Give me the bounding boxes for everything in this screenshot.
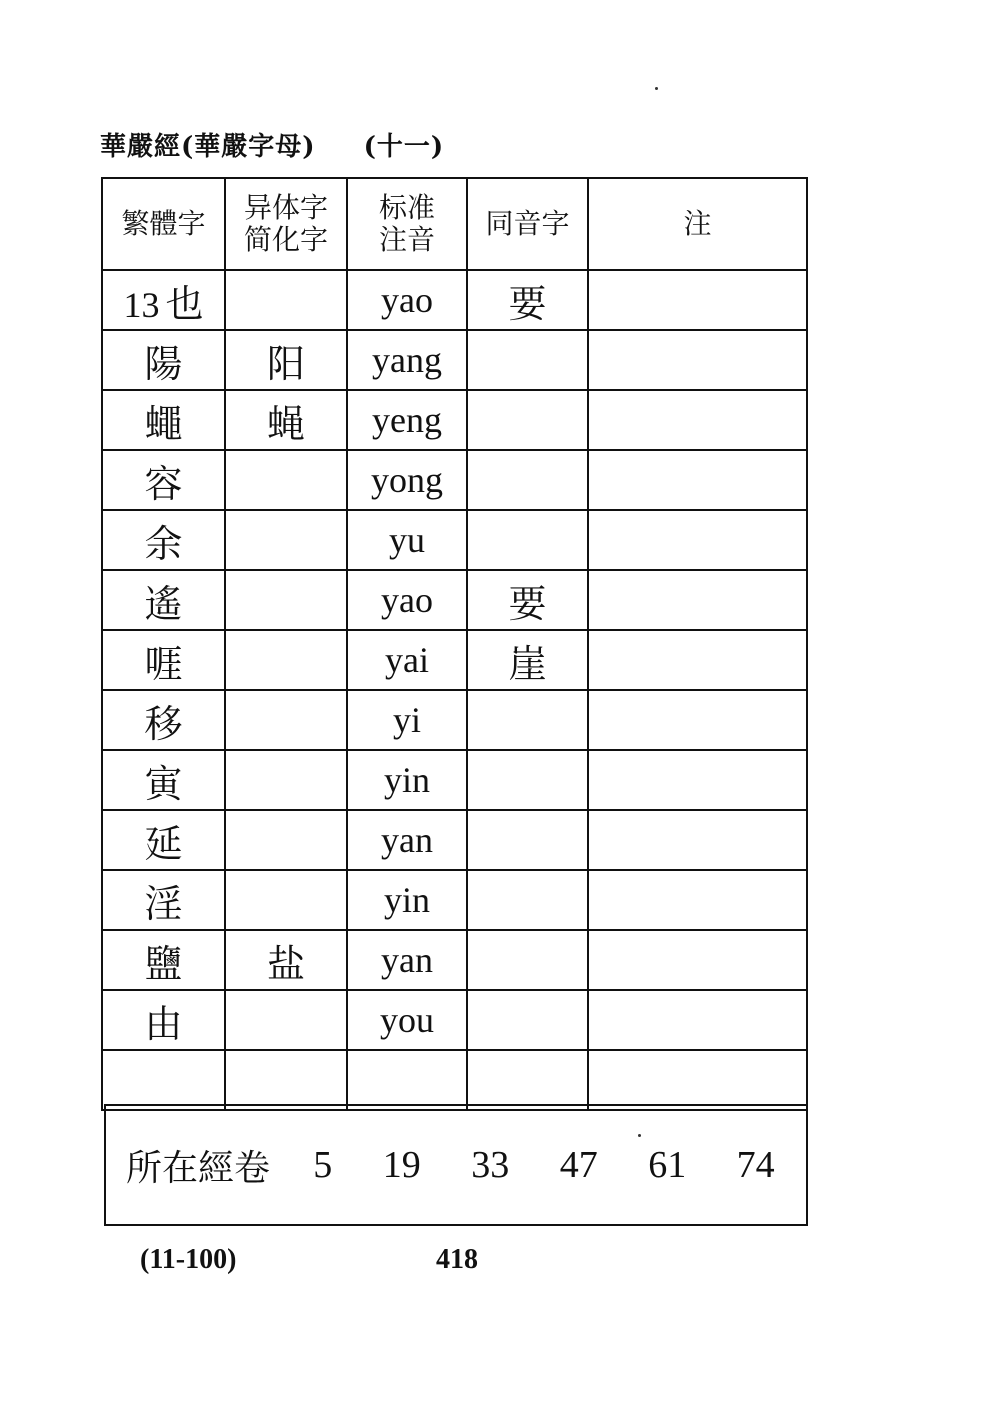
cell-homophone xyxy=(467,810,588,870)
cell-simplified xyxy=(225,270,347,330)
table-row xyxy=(102,930,807,990)
cell-homophone xyxy=(467,690,588,750)
table-row xyxy=(102,870,807,930)
table-row xyxy=(102,570,807,630)
cell-simplified xyxy=(225,450,347,510)
cell-note xyxy=(588,630,807,690)
cell-note xyxy=(588,510,807,570)
cell-pinyin: yi xyxy=(347,690,467,750)
footer-volume: 5 xyxy=(313,1144,333,1186)
cell-note xyxy=(588,570,807,630)
cell-note xyxy=(588,450,807,510)
table-row xyxy=(102,270,807,330)
cell-simplified: 盐 xyxy=(225,930,347,990)
cell-simplified xyxy=(225,810,347,870)
cell-homophone xyxy=(467,750,588,810)
traditional-char: 移 xyxy=(144,701,183,746)
cell-simplified xyxy=(225,630,347,690)
footer-volume-list xyxy=(288,1143,806,1187)
cell-traditional xyxy=(102,690,225,750)
cell-homophone: 崖 xyxy=(467,630,588,690)
row-number: 13 xyxy=(123,284,160,325)
cell-traditional xyxy=(102,390,225,450)
cell-homophone xyxy=(467,330,588,390)
header-variant xyxy=(225,178,347,270)
cell-homophone: 要 xyxy=(467,270,588,330)
cell-simplified xyxy=(225,750,347,810)
cell-homophone: 要 xyxy=(467,570,588,630)
footer-volume: 74 xyxy=(736,1144,775,1186)
table-row xyxy=(102,810,807,870)
cell-note xyxy=(588,870,807,930)
traditional-char: 遙 xyxy=(144,581,183,626)
table-row xyxy=(102,990,807,1050)
footer-volume: 61 xyxy=(648,1144,687,1186)
cell-pinyin: you xyxy=(347,990,467,1050)
cell-traditional xyxy=(102,810,225,870)
footer-volume: 33 xyxy=(471,1144,510,1186)
cell-pinyin: yang xyxy=(347,330,467,390)
table-row xyxy=(102,750,807,810)
page-number: 418 xyxy=(436,1244,478,1275)
cell-pinyin: yu xyxy=(347,510,467,570)
cell-traditional xyxy=(102,990,225,1050)
cell-traditional xyxy=(102,450,225,510)
cell-pinyin: yin xyxy=(347,870,467,930)
glossary-table xyxy=(101,177,808,1111)
footer-volume: 47 xyxy=(559,1144,598,1186)
scan-speck xyxy=(655,87,658,90)
cell-pinyin xyxy=(347,1050,467,1110)
cell-pinyin: yeng xyxy=(347,390,467,450)
header-standard xyxy=(347,178,467,270)
cell-note xyxy=(588,330,807,390)
table-row xyxy=(102,690,807,750)
traditional-char: 陽 xyxy=(144,341,183,386)
cell-pinyin: yan xyxy=(347,810,467,870)
header-standard-line2: 注音 xyxy=(378,223,435,256)
page-title xyxy=(100,126,444,163)
traditional-char: 鹽 xyxy=(144,941,183,986)
header-traditional: 繁體字 xyxy=(102,178,225,270)
volume-footer xyxy=(104,1104,808,1226)
traditional-char: 由 xyxy=(144,1001,183,1046)
footer-label: 所在經卷 xyxy=(126,1147,271,1189)
cell-traditional xyxy=(102,330,225,390)
cell-simplified xyxy=(225,1050,347,1110)
table-row xyxy=(102,630,807,690)
cell-traditional xyxy=(102,570,225,630)
cell-traditional xyxy=(102,870,225,930)
cell-note xyxy=(588,270,807,330)
cell-traditional xyxy=(102,1050,225,1110)
cell-note xyxy=(588,1050,807,1110)
cell-homophone xyxy=(467,510,588,570)
traditional-char: 啀 xyxy=(144,641,183,686)
cell-note xyxy=(588,810,807,870)
header-variant-line1: 异体字 xyxy=(243,191,328,224)
cell-traditional xyxy=(102,750,225,810)
cell-simplified: 阳 xyxy=(225,330,347,390)
table-row xyxy=(102,390,807,450)
cell-traditional xyxy=(102,270,225,330)
cell-homophone xyxy=(467,870,588,930)
cell-homophone xyxy=(467,990,588,1050)
cell-simplified xyxy=(225,510,347,570)
cell-note xyxy=(588,390,807,450)
cell-note xyxy=(588,930,807,990)
cell-traditional xyxy=(102,510,225,570)
title-volume: (十一) xyxy=(363,132,445,162)
traditional-char: 也 xyxy=(165,281,204,326)
page-code: (11-100) xyxy=(140,1244,237,1275)
cell-simplified: 蝇 xyxy=(225,390,347,450)
traditional-char: 延 xyxy=(144,821,183,866)
cell-pinyin: yin xyxy=(347,750,467,810)
footer-volume: 19 xyxy=(382,1144,421,1186)
cell-simplified xyxy=(225,870,347,930)
cell-pinyin: yao xyxy=(347,270,467,330)
cell-homophone xyxy=(467,1050,588,1110)
cell-homophone xyxy=(467,390,588,450)
cell-traditional xyxy=(102,630,225,690)
cell-pinyin: yan xyxy=(347,930,467,990)
header-note: 注 xyxy=(588,178,807,270)
table-row xyxy=(102,450,807,510)
cell-note xyxy=(588,690,807,750)
traditional-char: 余 xyxy=(144,521,183,566)
cell-pinyin: yong xyxy=(347,450,467,510)
traditional-char: 容 xyxy=(144,461,183,506)
table-row xyxy=(102,1050,807,1110)
cell-note xyxy=(588,750,807,810)
cell-simplified xyxy=(225,690,347,750)
cell-note xyxy=(588,990,807,1050)
table-row xyxy=(102,510,807,570)
cell-simplified xyxy=(225,570,347,630)
table-row xyxy=(102,330,807,390)
header-variant-line2: 简化字 xyxy=(243,223,328,256)
cell-pinyin: yao xyxy=(347,570,467,630)
traditional-char: 淫 xyxy=(144,881,183,926)
header-standard-line1: 标准 xyxy=(378,191,435,224)
cell-pinyin: yai xyxy=(347,630,467,690)
traditional-char: 蠅 xyxy=(144,401,183,446)
cell-homophone xyxy=(467,450,588,510)
title-main: 華嚴經(華嚴字母) xyxy=(100,132,316,162)
header-row xyxy=(102,178,807,270)
traditional-char: 寅 xyxy=(144,761,183,806)
cell-traditional xyxy=(102,930,225,990)
cell-simplified xyxy=(225,990,347,1050)
header-homophone: 同音字 xyxy=(467,178,588,270)
cell-homophone xyxy=(467,930,588,990)
